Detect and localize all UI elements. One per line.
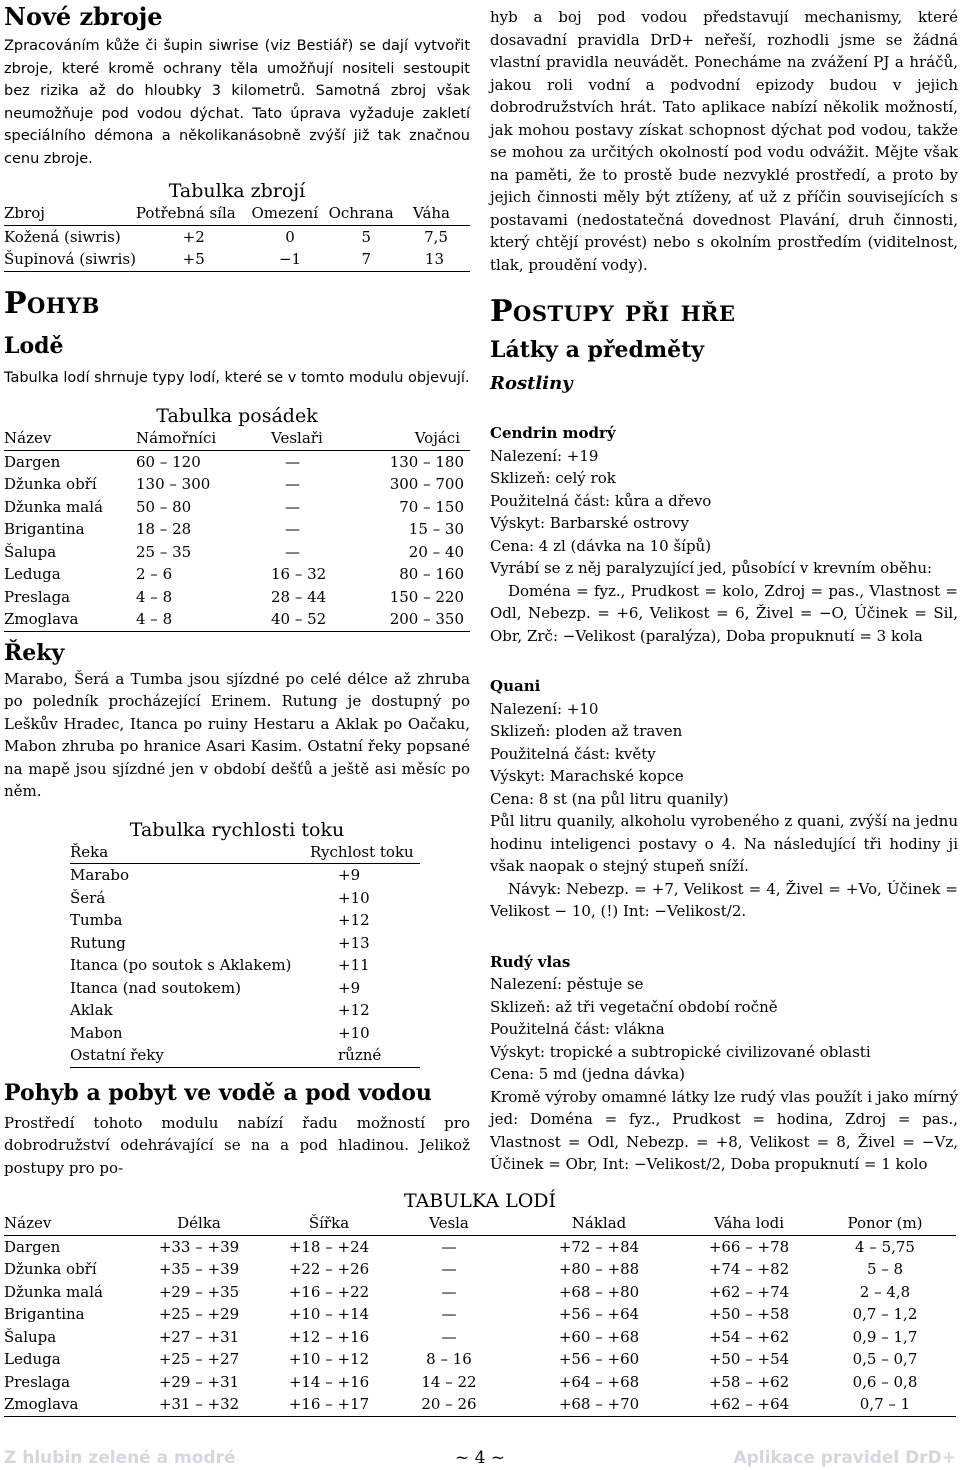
- column-header: Náklad: [514, 1212, 684, 1235]
- table-cell: 0,6 – 0,8: [852, 1372, 918, 1391]
- table-cell: +68 – +70: [514, 1393, 684, 1416]
- table-row: [4, 1348, 956, 1371]
- plant-stats: Návyk: Nebezp. = +7, Velikost = 4, Živel = +Vo, Účinek = Velikost − 10, (!) Int: −Velikost/2.: [490, 879, 958, 920]
- table-cell: Zmoglava: [4, 1393, 124, 1416]
- plant-line: Cena: 5 md (jedna dávka): [490, 1065, 685, 1083]
- crew-table: [4, 427, 470, 632]
- plant-entry: [490, 675, 958, 923]
- table-cell: 18 – 28: [136, 520, 192, 538]
- table-cell: +54 – +62: [708, 1327, 790, 1346]
- table-cell: —: [285, 452, 300, 471]
- table-cell: —: [441, 1327, 457, 1346]
- table-cell: —: [441, 1305, 457, 1323]
- plant-line: Použitelná část: vlákna: [490, 1020, 665, 1038]
- column-header: Omezení: [251, 202, 328, 225]
- table-cell: Rutung: [70, 933, 126, 952]
- table-row: [4, 1281, 956, 1304]
- table-cell: —: [285, 520, 300, 538]
- right-column: [490, 6, 958, 1176]
- plant-line: Půl litru quanily, alkoholu vyrobeného z quani, zvýší na jednu hodinu inteligenci postavy o 4. Na následující tři hodiny ji však naopak o stejný stupeň sníží.: [490, 812, 958, 875]
- column-header: Délka: [124, 1212, 274, 1235]
- table-cell: Šerá: [70, 888, 106, 907]
- plant-line: Vyrábí se z něj paralyzující jed, působící v krevním oběhu:: [490, 559, 933, 577]
- table-cell: +29 – +35: [158, 1282, 240, 1301]
- table-cell: —: [441, 1260, 457, 1278]
- plant-stats: Doména = fyz., Prudkost = kolo, Zdroj = pas., Vlastnost = Odl, Nebezp. = +6, Velikost = 6, Živel = −O, Účinek = Sil, Obr, Zrč: −Velikost (paralýza), Doba propuknutí = 3 kola: [490, 581, 958, 645]
- table-cell: +56 – +64: [558, 1305, 640, 1323]
- table-cell: +31 – +32: [124, 1393, 274, 1416]
- table-cell: +12: [338, 911, 370, 929]
- column-header: Námořníci: [136, 427, 271, 450]
- plant-line: Výskyt: Barbarské ostrovy: [490, 514, 689, 532]
- table-cell: Zmoglava: [4, 608, 136, 631]
- table-header-row: [4, 202, 470, 225]
- table-cell: 60 – 120: [136, 452, 201, 471]
- items-heading: Látky a předměty: [490, 337, 705, 363]
- plant-line: Sklizeň: ploden až traven: [490, 722, 683, 740]
- table-cell: Preslaga: [4, 1372, 71, 1391]
- table-cell: +9: [338, 866, 361, 884]
- table-cell: Preslaga: [4, 587, 71, 606]
- table-cell: +10 – +14: [288, 1305, 370, 1323]
- table-row: [70, 932, 420, 955]
- flow-table-caption: Tabulka rychlosti toku: [129, 818, 345, 841]
- crew-table-caption: Tabulka posádek: [156, 405, 318, 427]
- table-cell: Dargen: [4, 452, 61, 471]
- table-header-row: [4, 427, 470, 450]
- plant-name: Cendrin modrý: [490, 424, 616, 442]
- column-header: Váha lodi: [684, 1212, 814, 1235]
- table-row: [4, 1393, 956, 1416]
- table-cell: Džunka malá: [4, 1282, 103, 1301]
- plants-list: [490, 422, 958, 1176]
- table-row: [4, 563, 470, 586]
- left-column: [4, 0, 470, 1179]
- column-header: Potřebná síla: [136, 202, 252, 225]
- table-cell: 25 – 35: [136, 542, 192, 561]
- table-cell: 20 – 26: [384, 1393, 514, 1416]
- table-cell: 28 – 44: [271, 587, 327, 606]
- rivers-text: Marabo, Šerá a Tumba jsou sjízdné po celé délce až zhruba po poledník procházející Erinem. Rutung je dostupný po Leškův Hradec, Itanca po ruiny Hestaru a Aklak po Oačaku, Mabon zhruba po hranice Asari Kasim. Ostatní řeky popsané na mapě jsou sjízdné jen v období dešťů a ještě asi měsíc po něm.: [4, 669, 470, 800]
- table-cell: 4 – 8: [136, 608, 271, 631]
- table-cell: Ostatní řeky: [70, 1044, 310, 1067]
- armor-table-caption: Tabulka zbrojí: [168, 180, 306, 202]
- table-row: [70, 1022, 420, 1045]
- table-cell: 15 – 30: [408, 520, 464, 538]
- table-cell: 200 – 350: [352, 608, 470, 631]
- table-row: [70, 909, 420, 932]
- table-cell: 80 – 160: [399, 565, 464, 583]
- table-cell: +68 – +80: [558, 1282, 640, 1301]
- table-row: [4, 586, 470, 609]
- plant-line: Výskyt: Marachské kopce: [490, 767, 684, 785]
- table-cell: 7,5: [424, 227, 448, 246]
- table-cell: +11: [338, 956, 370, 974]
- plant-line: Sklizeň: až tři vegetační období ročně: [490, 997, 778, 1016]
- flow-table: [70, 841, 420, 1068]
- armor-text: Zpracováním kůže či šupin siwrise (viz Bestiář) se dají vytvořit zbroje, které kromě ochrany těla umožňují nositeli sestoupit bez rizika až do hloubky 3 kilometrů. Samotná zbroj však neumožňuje pod vodou dýchat. Tato úprava vyžaduje zakletí speciálního démona a několikanásobně zvýší již tak značnou cenu zbroje.: [4, 38, 470, 167]
- table-cell: Brigantina: [4, 520, 85, 538]
- table-row: [4, 1326, 956, 1349]
- table-cell: +25 – +27: [158, 1350, 240, 1368]
- table-cell: různé: [310, 1044, 420, 1067]
- table-cell: +66 – +78: [708, 1237, 790, 1256]
- table-cell: +10: [338, 1023, 370, 1042]
- table-cell: 16 – 32: [271, 565, 327, 583]
- table-cell: +74 – +82: [708, 1260, 790, 1278]
- column-header: Váha: [404, 202, 470, 225]
- table-row: [4, 496, 470, 519]
- table-cell: +22 – +26: [288, 1260, 370, 1278]
- table-row: [70, 977, 420, 1000]
- table-cell: Leduga: [4, 565, 61, 583]
- table-cell: 300 – 700: [389, 475, 464, 493]
- table-cell: +29 – +31: [158, 1372, 240, 1391]
- table-cell: +16 – +22: [288, 1282, 370, 1301]
- table-cell: +12 – +16: [288, 1327, 370, 1346]
- column-header: Zbroj: [4, 202, 136, 225]
- table-row: [4, 518, 470, 541]
- table-row: [4, 1235, 956, 1258]
- footer-series-title: Aplikace pravidel DrD+: [733, 1448, 956, 1468]
- ship-table-caption: TABULKA LODÍ: [403, 1190, 557, 1212]
- plant-line: Cena: 8 st (na půl litru quanily): [490, 789, 729, 808]
- table-row: [70, 999, 420, 1022]
- armor-heading: Nové zbroje: [4, 2, 163, 31]
- armor-table: [4, 202, 470, 272]
- table-cell: 20 – 40: [408, 542, 464, 561]
- table-cell: +62 – +64: [684, 1393, 814, 1416]
- plant-line: Kromě výroby omamné látky lze rudý vlas použít i jako mírný jed: Doména = fyz., Prudkost = hodina, Zdroj = pas., Vlastnost = Odl, Nebezp. = +8, Velikost = 8, Živel = −Vz, Účinek = Obr, Int: −Velikost/2, Doba propuknutí = 1 kolo: [490, 1087, 958, 1173]
- table-cell: —: [285, 542, 300, 561]
- table-cell: +60 – +68: [558, 1327, 640, 1346]
- table-cell: Šalupa: [4, 542, 57, 561]
- table-cell: +58 – +62: [708, 1372, 790, 1391]
- table-cell: +64 – +68: [558, 1372, 640, 1391]
- table-cell: 40 – 52: [271, 608, 352, 631]
- table-cell: 130 – 180: [389, 452, 464, 471]
- table-row: [70, 887, 420, 910]
- page-footer: [0, 1448, 960, 1470]
- table-cell: 130 – 300: [136, 475, 211, 493]
- table-cell: 13: [404, 248, 470, 271]
- table-cell: +9: [338, 978, 361, 997]
- table-cell: +33 – +39: [158, 1237, 240, 1256]
- table-cell: +10: [338, 888, 370, 907]
- column-header: Ochrana: [329, 202, 404, 225]
- table-cell: 5 – 8: [866, 1260, 904, 1278]
- table-cell: +16 – +17: [274, 1393, 384, 1416]
- table-cell: 4 – 5,75: [855, 1237, 915, 1256]
- table-cell: Itanca (nad soutokem): [70, 978, 241, 997]
- table-cell: +5: [136, 248, 252, 271]
- table-row: [4, 541, 470, 564]
- procedures-heading: Postupy při hře: [490, 294, 736, 329]
- table-cell: +27 – +31: [158, 1327, 240, 1346]
- table-cell: Itanca (po soutok s Aklakem): [70, 956, 292, 974]
- plant-name: Quani: [490, 677, 541, 695]
- table-cell: −1: [251, 248, 328, 271]
- table-cell: +62 – +74: [708, 1282, 790, 1301]
- plant-entry: [490, 951, 958, 1176]
- column-header: Název: [4, 427, 136, 450]
- table-cell: —: [441, 1282, 457, 1301]
- table-cell: —: [441, 1237, 457, 1256]
- table-cell: +35 – +39: [158, 1260, 240, 1278]
- table-cell: Kožená (siwris): [4, 227, 121, 246]
- table-cell: +72 – +84: [558, 1237, 640, 1256]
- water-heading: Pohyb a pobyt ve vodě a pod vodou: [4, 1079, 432, 1106]
- plant-entry: [490, 422, 958, 647]
- column-header: Řeka: [70, 841, 310, 864]
- water-text: Prostředí tohoto modulu nabízí řadu možností pro dobrodružství odehrávající se na a pod hladinou. Jelikož postupy pro po-: [4, 1113, 470, 1177]
- column-header: Vesla: [384, 1212, 514, 1235]
- boats-text: Tabulka lodí shrnuje typy lodí, které se v tomto modulu objevují.: [4, 369, 470, 386]
- table-header-row: [70, 841, 420, 864]
- plant-line: Výskyt: tropické a subtropické civilizované oblasti: [490, 1042, 871, 1061]
- table-row: [4, 1258, 956, 1281]
- table-cell: +13: [338, 933, 370, 952]
- table-cell: 4 – 8: [136, 587, 173, 606]
- table-cell: 0,7 – 1: [814, 1393, 956, 1416]
- table-cell: Džunka malá: [4, 497, 103, 516]
- table-cell: Džunka obří: [4, 475, 97, 493]
- table-cell: 150 – 220: [389, 587, 464, 606]
- table-cell: 50 – 80: [136, 497, 192, 516]
- table-row: [4, 1371, 956, 1394]
- column-header: Název: [4, 1212, 124, 1235]
- column-header: Veslaři: [271, 427, 352, 450]
- table-cell: 5: [361, 227, 372, 246]
- plant-line: Nalezení: +10: [490, 699, 599, 718]
- ship-table: [4, 1212, 956, 1417]
- table-row: [4, 608, 470, 631]
- table-cell: —: [285, 497, 300, 516]
- plant-line: Sklizeň: celý rok: [490, 469, 616, 487]
- table-row: [4, 225, 470, 248]
- table-cell: +10 – +12: [288, 1350, 370, 1368]
- footer-module-title: Z hlubin zelené a modré: [4, 1448, 236, 1468]
- table-cell: Šupinová (siwris): [4, 248, 136, 271]
- table-header-row: [4, 1212, 956, 1235]
- table-cell: +56 – +60: [558, 1350, 640, 1368]
- table-cell: 0: [285, 227, 295, 246]
- plant-name: Rudý vlas: [490, 952, 571, 971]
- table-cell: +50 – +54: [708, 1350, 790, 1368]
- table-row: [4, 1303, 956, 1326]
- table-cell: Mabon: [70, 1023, 123, 1042]
- table-cell: Marabo: [70, 866, 130, 884]
- rivers-heading: Řeky: [4, 639, 65, 666]
- table-row: [4, 248, 470, 271]
- table-cell: 7: [329, 248, 404, 271]
- table-cell: 0,9 – 1,7: [852, 1327, 918, 1346]
- table-cell: 2 – 4,8: [859, 1282, 911, 1301]
- table-cell: Leduga: [4, 1350, 61, 1368]
- table-cell: Šalupa: [4, 1327, 57, 1346]
- table-row: [4, 473, 470, 496]
- plant-line: Nalezení: +19: [490, 446, 599, 465]
- movement-heading: Pohyb: [4, 285, 100, 321]
- table-cell: +80 – +88: [558, 1260, 640, 1278]
- boats-heading: Lodě: [4, 332, 64, 359]
- plant-line: Nalezení: pěstuje se: [490, 975, 644, 993]
- table-cell: +25 – +29: [158, 1305, 240, 1323]
- table-row: [70, 954, 420, 977]
- plant-line: Použitelná část: květy: [490, 744, 656, 763]
- table-cell: 14 – 22: [421, 1372, 477, 1391]
- plants-heading: Rostliny: [490, 373, 573, 394]
- table-cell: +18 – +24: [288, 1237, 370, 1256]
- table-cell: —: [285, 475, 300, 493]
- column-header: Rychlost toku: [310, 841, 420, 864]
- table-cell: +2: [182, 227, 205, 246]
- table-cell: +50 – +58: [708, 1305, 790, 1323]
- table-cell: Dargen: [4, 1237, 61, 1256]
- table-row: [70, 1044, 420, 1067]
- plant-line: Cena: 4 zl (dávka na 10 šípů): [490, 536, 712, 555]
- table-cell: Aklak: [70, 1001, 113, 1019]
- table-row: [4, 450, 470, 473]
- column-header: Šířka: [274, 1212, 384, 1235]
- table-cell: 70 – 150: [399, 497, 464, 516]
- column-header: Vojáci: [352, 427, 470, 450]
- page-number: ~ 4 ~: [454, 1448, 506, 1468]
- table-cell: 0,5 – 0,7: [852, 1350, 918, 1368]
- table-cell: 8 – 16: [426, 1350, 472, 1368]
- table-cell: 2 – 6: [136, 565, 173, 583]
- continue-text: hyb a boj pod vodou představují mechanismy, které dosavadní pravidla DrD+ neřeší, rozhodli jsme se žádná vlastní pravidla neuvádět. Ponecháme na zvážení PJ a hráčů, jakou roli vodní a podvodní epizody budou v jejich dobrodružstvích hrát. Tato aplikace nabízí několik možností, jak mohou postavy získat schopnost dýchat pod vodou, takže se mohou za určitých okolností pod vodu odvážit. Mějte však na paměti, že to prostě bude nezvyklé prostředí, a proto by jejich činnosti měly být ztíženy, ať už z příčin souvisejících s postavami (nedostatečná dovednost Plavání, druh činnosti, který chtějí provést) nebo s okolním prostředím (viditelnost, tlak, proudění vody).: [490, 8, 958, 274]
- table-cell: Brigantina: [4, 1305, 85, 1323]
- plant-line: Použitelná část: kůra a dřevo: [490, 491, 712, 510]
- column-header: Ponor (m): [814, 1212, 956, 1235]
- table-cell: 0,7 – 1,2: [852, 1305, 918, 1323]
- table-cell: Tumba: [70, 911, 123, 929]
- table-row: [70, 864, 420, 887]
- table-cell: Džunka obří: [4, 1260, 97, 1278]
- table-cell: +12: [338, 1001, 370, 1019]
- ship-table-block: [4, 1190, 956, 1417]
- table-cell: +14 – +16: [288, 1372, 370, 1391]
